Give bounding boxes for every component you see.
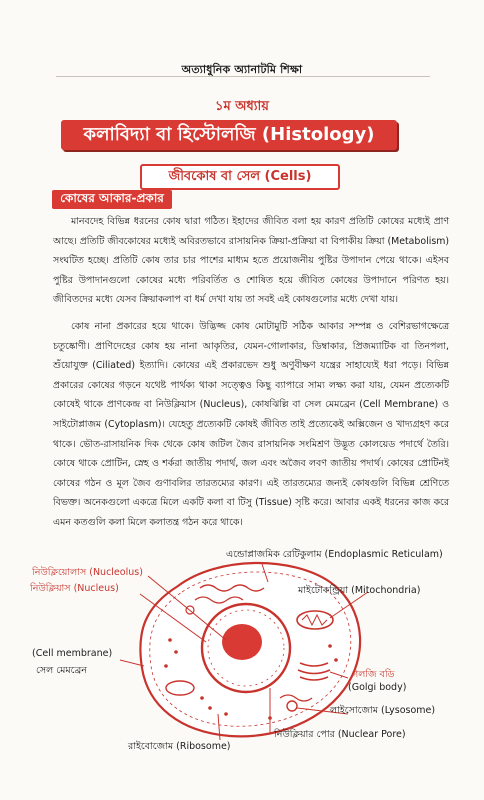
paragraph-text: মানবদেহ বিভিন্ন ধরনের কোষ দ্বারা গঠিত। ইহাদের জীবিত বলা হয় কারণ প্রতিটি কোষের মধ্যেই প্রাণ আছে। প্রতিটি জীবকোষের মধ্যেই অবিরতভাবে রাসায়নিক ক্রিয়া-প্রক্রিয়া বা বিপাকীয় ক্রিয়া (Metabolism) সংঘটিত হচ্ছে। প্রতিটি কোষ তার চার পাশের মাধ্যম হতে প্রয়োজনীয় পুষ্টির উপাদান পেয়ে থাকে। এইসব পুষ্টির উপাদানগুলো কোষের মধ্যে পরিবর্তিত ও শোষিত হয়ে জীবিত কোষের উপাদানে পরিণত হয়। জীবিতদের মধ্যে যেসব ক্রিয়াকলাপ বা ধর্ম দেখা যায় তা সবই এই কোষগুলোর মধ্যে দেখা যায়। [53,216,449,306]
label-cell-membrane-bn: সেল মেমব্রেন [36,665,87,676]
label-golgi-bn: গলজি বডি [352,669,395,680]
label-golgi-en: (Golgi body) [348,682,407,693]
chapter-number: ১ম অধ্যায় [215,99,269,114]
label-ribosome: রাইবোজোম (Ribosome) [128,741,231,752]
section-heading-label: কোষের আকার-প্রকার [60,190,164,205]
header-divider [56,76,430,77]
paragraph-text: কোষ নানা প্রকারের হয়ে থাকে। উদ্ভিজ্জ কোষ মোটামুটি সঠিক আকার সম্পন্ন ও বেশিরভাগক্ষেত্রে চতুষ্কোণী। প্রাণিদেহের কোষ হয় নানা আকৃতির, যেমন-গোলাকার, ডিম্বাকার, প্রিজম্যাটিক বা তিনপলা, শুঁয়োযুক্ত (Ciliated) ইত্যাদি। কোষের এই প্রকারভেদ শুধু অণুবীক্ষণ যন্ত্রের সাহায্যেই ধরা পড়ে। বিভিন্ন প্রকারের কোষের গড়নে যথেষ্ট পার্থক্য থাকা সত্ত্বেও কিছু ব্যাপারে সাম্য লক্ষ্য করা যায়, যেমন প্রত্যেকটি কোষেই থাকে প্রাণকেন্দ্র বা নিউক্লিয়াস (Nucleus), কোষঝিল্লি বা সেল মেমব্রেন (Cell Membrane) ও সাইটোপ্লাজম (Cytoplasm)। যেহেতু প্রত্যেকটি কোষই জীবিত তাই প্রত্যেকেই অক্সিজেন ও খাদ্যগ্রহণ করে থাকে। ভৌত-রাসায়নিক দিক থেকে কোষ জটিল জৈব রাসায়নিক সংমিশ্রণ উদ্ভূত কোলয়েড পদার্থে তৈরি। কোষে থাকে প্রোটিন, স্নেহ ও শর্করা জাতীয় পদার্থ, জল এবং অজৈব লবণ জাতীয় পদার্থ। কোষের প্রোটিনই কোষের গঠন ও মূল জৈব গুণাবলির তারতম্যের কারণ। এই তারতম্যের জন্যই কোষগুলি বিভিন্ন শ্রেণিতে বিভক্ত। অনেকগুলো একত্রে মিলে একটি কলা বা টিসু (Tissue) সৃষ্টি করে। আবার একই ধরনের কাজ করে এমন কতগুলি কলা মিলে কলাতন্ত্র গঠন করে থাকে। [53,321,449,528]
chapter-title: কলাবিদ্যা বা হিস্টোলজি (Histology) [83,123,375,145]
label-mitochondria: মাইটোকন্ড্রিয়া (Mitochondria) [298,585,421,596]
paragraph-1 [53,212,449,310]
chapter-title-banner [61,120,397,150]
cell-diagram [30,548,470,758]
label-nucleus: নিউক্লিয়াস (Nucleus) [30,583,119,594]
section-heading [52,190,172,209]
running-header: অত্যাধুনিক অ্যানাটমি শিক্ষা [181,63,303,76]
subtitle-box [140,164,340,190]
nucleolus-shape [222,624,262,660]
label-lysosome: লাইসোজোম (Lysosome) [330,705,436,716]
label-nucleolus: নিউক্লিয়োলাস (Nucleolus) [32,567,143,578]
label-nuclear-pore: নিউক্লিয়ার পোর (Nuclear Pore) [274,729,406,740]
label-endoplasmic-reticulum: এন্ডোপ্লাজমিক রেটিকুলাম (Endoplasmic Reticulam) [226,549,443,560]
subtitle: জীবকোষ বা সেল (Cells) [168,168,312,184]
label-cell-membrane-en: (Cell membrane) [32,648,113,659]
paragraph-2 [53,317,449,533]
